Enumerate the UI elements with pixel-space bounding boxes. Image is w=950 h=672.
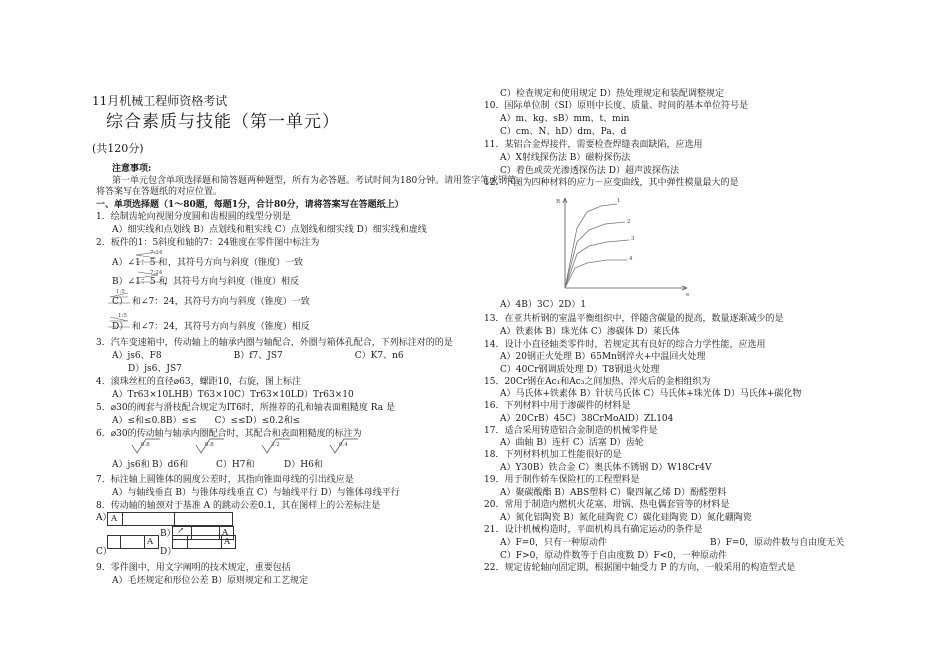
slope-ratio-label: 1:5 <box>116 289 125 295</box>
q2-option-c: C） <box>112 297 128 307</box>
subject-title: 综合素质与技能（第一单元） <box>106 112 340 132</box>
q21-stem: 21．设计机械构造时，平面机构具有确定运动的条件是 <box>484 525 703 535</box>
notes-line-2: 将答案写在答题纸的对应位置。 <box>96 187 223 197</box>
curve-label-2: 2 <box>627 219 631 225</box>
q15-stem: 15．20Cr钢在Ac₁和Ac₃之间加热、淬火后的金相组织为 <box>484 377 711 387</box>
q8-stem: 8．传动轴的轴颈对于基准 A 的跳动公差0.1，其在图样上的公差标注是 <box>96 501 381 511</box>
datum-letter: A <box>111 514 118 524</box>
slope-ratio-label-d: 1:5 <box>118 313 127 319</box>
q22-stem: 22．规定齿轮轴向固定期，根据图中轴受力 P 的方向，一般采用的构造型式是 <box>484 563 796 573</box>
q14-stem: 14．设计小直径轴类零件时，若规定其有良好的综合力学性能，应选用 <box>484 340 766 350</box>
q10-options-2: C）cm、N、hD）dm、Pa、d <box>500 127 627 137</box>
tolerance-frame-d <box>172 535 236 549</box>
q11-stem: 11．某铝合金焊接件，需要检查焊缝表面缺陷，应选用 <box>484 140 703 150</box>
q4-options: A）Tr63×10LHB）T63×10C）Tr63×10LD）Tr63×10 <box>112 390 354 400</box>
q21-options-2: C）F>0，原动件数等于自由度数 D）F<0，一种原动件 <box>500 551 727 561</box>
q20-stem: 20．常用于制造内燃机火花塞、坩锅、热电偶套管等的材料是 <box>484 500 730 510</box>
q1-options: A）细实线和点划线 B）点划线和粗实线 C）点划线和细实线 D）细实线和虚线 <box>112 225 427 235</box>
q2-option-d-tail: 和∠7：24，其符号方向与斜度（锥度）相反 <box>132 322 310 332</box>
curve-label-3: 3 <box>631 236 635 242</box>
q8-option-d: D） <box>160 547 177 557</box>
taper-ratio-label-b: 7:24 <box>150 270 163 276</box>
q2-stem: 2．板件的1：5斜度和轴的7：24锥度在零件图中标注为 <box>96 238 320 248</box>
q20-options: A）氮化铝陶瓷 B）氮化硅陶瓷 C）碳化硅陶瓷 D）氮化硼陶瓷 <box>500 513 752 523</box>
roughness-value-3: 3.2 <box>271 442 280 448</box>
q10-options-1: A）m、kg、sB）mm、t、min <box>500 114 630 124</box>
roughness-value-4: 0.4 <box>339 442 348 448</box>
q19-stem: 19．用于制作轿车保险杠的工程塑料是 <box>484 475 640 485</box>
datum-letter: A <box>147 537 154 547</box>
q3-options-1: A）js6、F8 B）f7、JS7 C）K7、n6 <box>112 351 404 361</box>
q3-options-2: D）js6、JS7 <box>128 364 182 374</box>
q7-stem: 7．标注轴上圆锥体的圆度公差时，其指向锥面母线的引出线应是 <box>96 475 354 485</box>
q5-options: A）≤和≤0.8B）≤≤ C）≤≤D）≤0.2和≤ <box>112 416 301 426</box>
q1-stem: 1．绘制齿轮向视图分度圆和齿根圆的线型分别是 <box>96 212 291 222</box>
datum-letter: A <box>224 537 231 547</box>
axis-label-y: R <box>556 199 561 205</box>
q5-stem: 5．⌀30的阀套与滑枝配合规定为IT6时，所推荐的孔和轴表面粗糙度 Ra 是 <box>96 403 395 413</box>
q6-option-a: A）js6和 <box>112 460 150 470</box>
q12-stem: 12．下图为四种材料的应力－应变曲线，其中弹性模量最大的是 <box>484 178 739 188</box>
q11-options-1: A）X射线探伤法 B）磁粉探伤法 <box>500 153 631 163</box>
q17-stem: 17．适合采用铸造铝合金制造的机械零件是 <box>484 426 658 436</box>
q16-stem: 16．下列材料中用于渗碳件的材料是 <box>484 401 631 411</box>
q13-options: A）铁素体 B）珠光体 C）渗碳体 D）莱氏体 <box>500 327 680 337</box>
q2-option-a-tail: ，其符号方向与斜度（锥度）一致 <box>168 258 304 268</box>
q12-options: A）4B）3C）2D）1 <box>500 300 587 310</box>
q9-options: A）毛坯规定和形位公差 B）原则规定和工艺规定 <box>112 576 308 586</box>
tolerance-frame-a <box>107 512 233 526</box>
stress-strain-diagram <box>555 196 695 292</box>
exam-name: 11月机械工程师资格考试 <box>92 94 228 108</box>
roughness-value-2: 0.8 <box>205 442 214 448</box>
q6-option-b: B）d6和 <box>152 460 189 470</box>
q19-options: A）聚碳酸酯 B）ABS塑料 C）聚四氟乙烯 D）酚醛塑料 <box>500 488 727 498</box>
q8-option-a: A） <box>96 513 112 523</box>
taper-ratio-label: 7:24 <box>150 250 163 256</box>
datum-letter: A <box>222 528 229 538</box>
q2-option-d: D） <box>112 322 129 332</box>
runout-symbol-icon: ↗ <box>177 526 185 536</box>
q8-option-c: C） <box>96 547 112 557</box>
curve-2 <box>565 222 625 288</box>
q4-stem: 4．滚珠丝杠的直径⌀63，螺距10，右旋，图上标注 <box>96 377 302 387</box>
q13-stem: 13．在亚共析钢的室温平衡组织中，伴随含碳量的提高，数量逐渐减少的是 <box>484 314 784 324</box>
curve-label-1: 1 <box>617 198 621 204</box>
q11-options-2: C）着色或荧光渗透探伤法 D）超声波探伤法 <box>500 166 679 176</box>
q6-option-c: C）H7和 <box>216 460 255 470</box>
curve-label-4: 4 <box>629 256 633 262</box>
q18-options: A）Y30B）铁合金 C）奥氏体不锈钢 D）W18Cr4V <box>500 463 712 473</box>
q2-option-a: A）∠1：5 和 <box>112 258 168 268</box>
q10-stem: 10．国际单位制（SI）原则中长度、质量、时间的基本单位符号是 <box>484 101 749 111</box>
notes-line-1: 第一单元包含单项选择题和简答题两种题型，所有为必答题。考试时间为180分钟。请用签字笔或钢笔 <box>112 176 517 186</box>
q8-option-b: B） <box>160 529 176 539</box>
score-total: (共120分) <box>92 142 144 155</box>
q2-option-c-tail: 和∠7：24，其符号方向与斜度（锥度）一致 <box>132 297 310 307</box>
curve-4 <box>565 260 627 288</box>
roughness-value-1: 0.8 <box>141 442 150 448</box>
q16-options: A）20CrB）45C）38CrMoAlD）ZL104 <box>500 414 674 424</box>
curve-3 <box>565 240 629 288</box>
q3-stem: 3．汽车变速箱中，传动轴上的轴承内圈与轴配合，外圈与箱体孔配合，下列标注对的的是 <box>96 338 453 348</box>
axis-label-x: e <box>686 292 690 298</box>
tolerance-frame-c <box>107 535 159 549</box>
notes-title: 注意事项: <box>112 164 152 174</box>
q9-options-cont: C）检查规定和使用规定 D）热处理规定和装配调整规定 <box>500 89 724 99</box>
q15-options: A）马氏体+铁素体 B）针状马氏体 C）马氏体+珠光体 D）马氏体+碳化物 <box>500 389 802 399</box>
q14-options-1: A）20钢正火处理 B）65Mn钢淬火+中温回火处理 <box>500 352 706 362</box>
q18-stem: 18．下列材料机加工性能很好的是 <box>484 450 622 460</box>
q21-options-1b: B）F=0，原动件数与自由度无关 <box>710 538 845 548</box>
q6-stem: 6．⌀30的传动轴与轴承内圈配合时，其配合和表面粗糙度的标注为 <box>96 429 362 439</box>
q6-option-d: D）H6和 <box>284 460 323 470</box>
section-title: 一、单项选择题（1～80题，每题1分，合计80分，请将答案写在答题纸上） <box>96 200 404 210</box>
q21-options-1a: A）F=0，只有一种原动件 <box>500 538 608 548</box>
q17-options: A）曲轴 B）连杆 C）活塞 D）齿轮 <box>500 438 644 448</box>
curve-1 <box>565 204 617 288</box>
q2-option-b: B）∠1：5 和 <box>112 277 168 287</box>
q14-options-2: C）40Cr钢调质处理 D）T8钢退火处理 <box>500 365 660 375</box>
q9-stem: 9．零件图中，用文字阐明的技术规定，重要包括 <box>96 563 291 573</box>
q7-options: A）与轴线垂直 B）与锥体母线垂直 C）与轴线平行 D）与锥体母线平行 <box>112 488 400 498</box>
q2-option-b-tail: ，其符号方向与斜度（锥度）相反 <box>164 277 300 287</box>
